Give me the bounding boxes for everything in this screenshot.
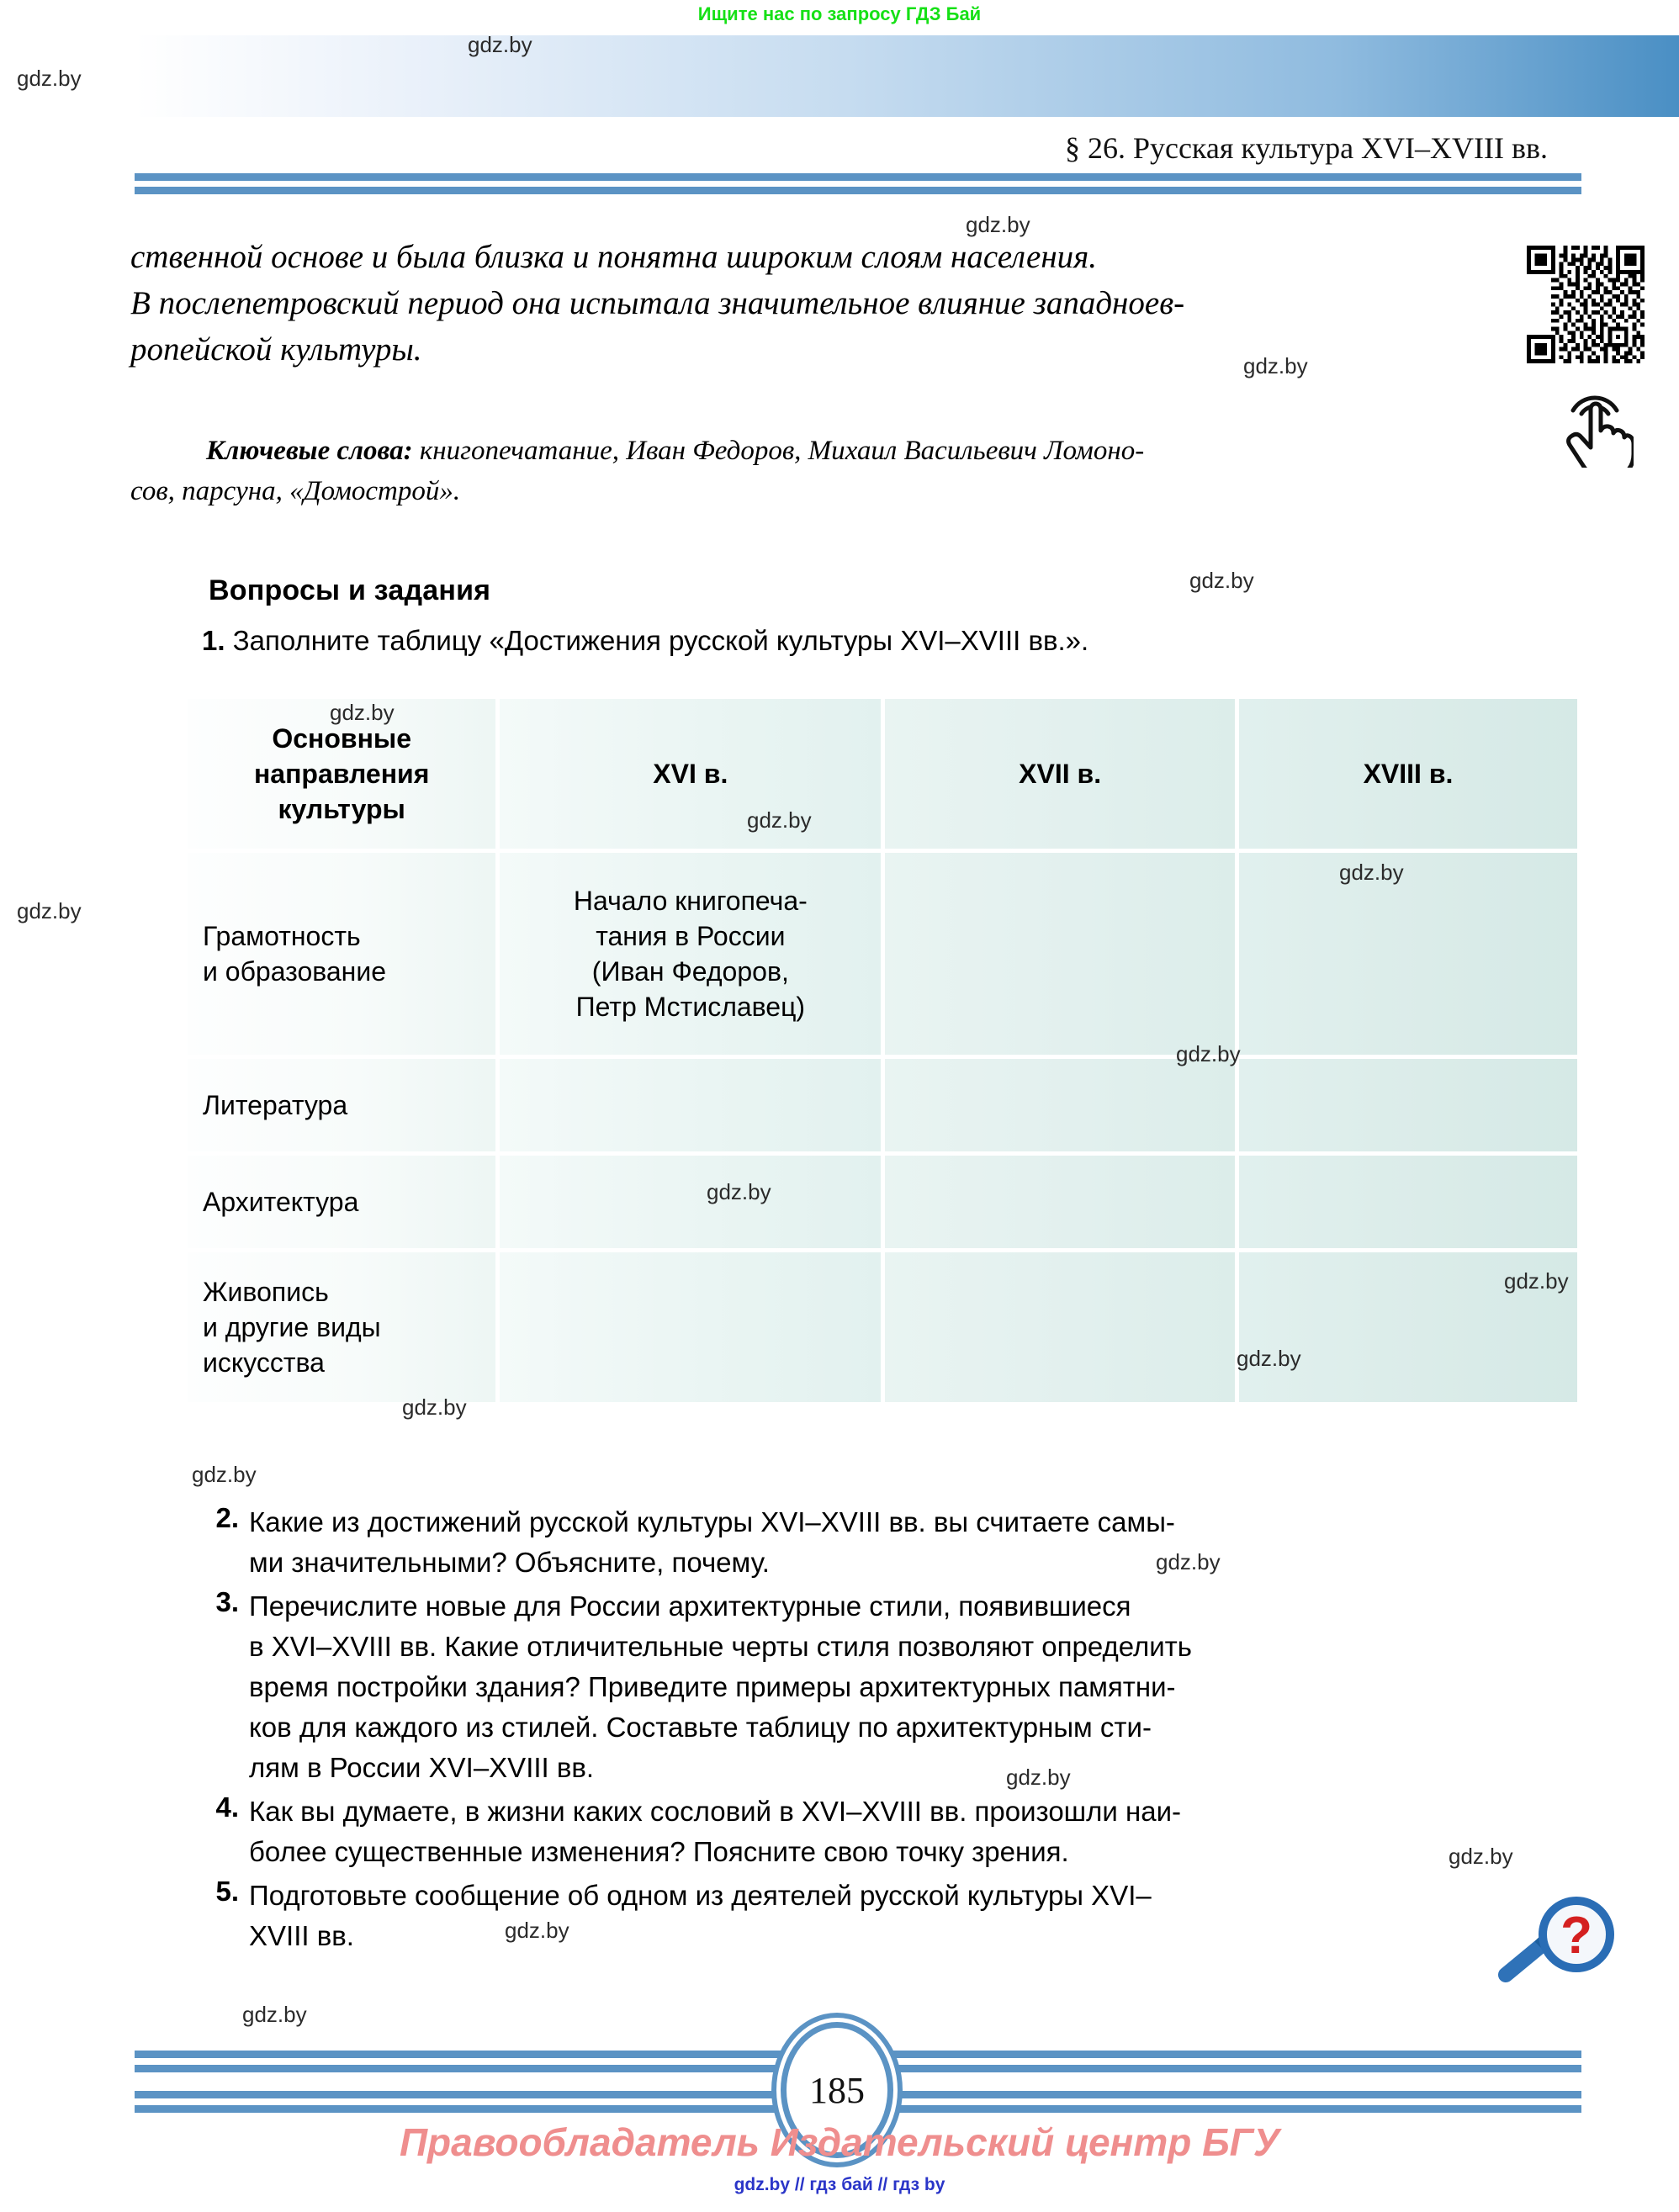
- tap-hand-icon: [1556, 367, 1634, 468]
- cell-literature-16c[interactable]: [500, 1059, 881, 1151]
- table-header-cell-17c: [885, 699, 1235, 849]
- question-1-text: Заполните таблицу «Достижения русской культуры XVI–XVIII вв.».: [232, 625, 1089, 656]
- gdz-watermark: gdz.by: [17, 898, 82, 923]
- svg-text:?: ?: [1560, 1907, 1592, 1965]
- question-1: [202, 625, 1548, 657]
- table-header-cell-16c: [500, 699, 881, 849]
- keywords-line-1: книгопечатание, Иван Федоров, Михаил Васильевич Ломоно-: [412, 436, 1145, 466]
- question-item: [202, 1791, 1548, 1872]
- gdz-watermark: gdz.by: [1156, 1549, 1221, 1574]
- cell-architecture-16c[interactable]: [500, 1156, 881, 1248]
- question-line: более существенные изменения? Поясните свою точку зрения.: [249, 1836, 1069, 1867]
- cell-painting-17c[interactable]: [885, 1252, 1235, 1402]
- cell-painting-18c[interactable]: [1239, 1252, 1577, 1402]
- question-line: ков для каждого из стилей. Составьте таблицу по архитектурным сти-: [249, 1712, 1152, 1743]
- row-label-line-1: Живопись: [203, 1277, 329, 1307]
- row-label-line-2: и образование: [203, 956, 387, 987]
- cell-line-3: (Иван Федоров,: [591, 956, 789, 987]
- table-row: [188, 1252, 1577, 1402]
- cell-architecture-18c[interactable]: [1239, 1156, 1577, 1248]
- question-line: лям в России XVI–XVIII вв.: [249, 1752, 595, 1783]
- question-item: [202, 1876, 1548, 1956]
- keywords-block: [130, 431, 1493, 511]
- keywords-label: Ключевые слова:: [206, 436, 413, 466]
- question-text: [249, 1876, 1548, 1956]
- lead-line-3: ропейской культуры.: [130, 331, 422, 368]
- lead-paragraph: [130, 234, 1493, 373]
- header-line-1: Основные: [272, 723, 412, 754]
- cell-line-1: Начало книгопеча-: [573, 886, 808, 916]
- cell-literature-17c[interactable]: [885, 1059, 1235, 1151]
- question-line: Как вы думаете, в жизни каких сословий в XVI–XVIII вв. произошли наи-: [249, 1796, 1181, 1827]
- gdz-watermark: gdz.by: [1339, 860, 1404, 885]
- row-label-line-1: Литература: [203, 1090, 348, 1120]
- page-number: 185: [809, 2069, 865, 2111]
- cell-architecture-17c[interactable]: [885, 1156, 1235, 1248]
- cell-literacy-18c[interactable]: [1239, 853, 1577, 1055]
- gdz-watermark: gdz.by: [505, 1918, 569, 1943]
- question-item: [202, 1502, 1548, 1583]
- question-line: XVIII вв.: [249, 1920, 354, 1951]
- cell-literature-18c[interactable]: [1239, 1059, 1577, 1151]
- decorative-header-band: [135, 35, 1679, 117]
- row-label-painting: [188, 1252, 495, 1402]
- running-head-title: § 26. Русская культура XVI–XVIII вв.: [1064, 131, 1548, 165]
- question-line: Перечислите новые для России архитектурные стили, появившиеся: [249, 1590, 1131, 1622]
- gdz-watermark: gdz.by: [242, 2002, 307, 2027]
- gdz-watermark: gdz.by: [17, 66, 82, 91]
- cell-line-2: тания в России: [596, 921, 786, 951]
- question-number: 3.: [215, 1586, 239, 1617]
- header-line-3: культуры: [278, 794, 405, 824]
- header-17c-label: XVII в.: [1019, 759, 1102, 789]
- gdz-watermark: gdz.by: [966, 212, 1030, 237]
- row-label-line-2: и другие виды: [203, 1312, 381, 1342]
- cell-line-4: Петр Мстиславец): [575, 992, 806, 1022]
- gdz-watermark: gdz.by: [1449, 1844, 1513, 1869]
- question-line: в XVI–XVIII вв. Какие отличительные черты стиля позволяют определить: [249, 1631, 1192, 1662]
- gdz-watermark: gdz.by: [402, 1394, 467, 1420]
- question-text: [249, 1502, 1548, 1583]
- cell-literacy-16c[interactable]: [500, 853, 881, 1055]
- promo-banner: Ищите нас по запросу ГДЗ Бай: [697, 3, 982, 24]
- question-line: Какие из достижений русской культуры XVI–XVIII вв. вы считаете самы-: [249, 1506, 1175, 1537]
- row-label-literature: [188, 1059, 495, 1151]
- question-line: Подготовьте сообщение об одном из деятелей русской культуры XVI–: [249, 1880, 1152, 1911]
- row-label-line-1: Архитектура: [203, 1187, 359, 1217]
- gdz-watermark: gdz.by: [1189, 568, 1254, 593]
- table-header-cell-18c: [1239, 699, 1577, 849]
- question-number: 4.: [215, 1791, 239, 1823]
- cell-literacy-17c[interactable]: [885, 853, 1235, 1055]
- question-item: [202, 1586, 1548, 1788]
- lead-line-2: В послепетровский период она испытала значительное влияние западноев-: [130, 285, 1185, 321]
- questions-list: [202, 1502, 1548, 1960]
- qr-code-icon[interactable]: [1527, 246, 1645, 363]
- gdz-watermark: gdz.by: [192, 1462, 257, 1487]
- gdz-watermark: gdz.by: [707, 1179, 771, 1204]
- question-line: ми значительными? Объясните, почему.: [249, 1547, 770, 1578]
- question-line: время постройки здания? Приведите примеры архитектурных памятни-: [249, 1671, 1176, 1702]
- question-text: [249, 1586, 1548, 1788]
- gdz-watermark: gdz.by: [1504, 1268, 1569, 1294]
- magnifier-question-icon: [1496, 1894, 1622, 1995]
- gdz-watermark: gdz.by: [1237, 1346, 1301, 1371]
- question-1-number: 1.: [202, 625, 225, 656]
- lead-line-1: ственной основе и была близка и понятна широким слоям населения.: [130, 239, 1098, 275]
- gdz-watermark: gdz.by: [1243, 353, 1308, 378]
- question-number: 5.: [215, 1876, 239, 1907]
- cell-painting-16c[interactable]: [500, 1252, 881, 1402]
- footer-links: gdz.by // гдз бай // гдз by: [734, 2175, 945, 2194]
- table-row: [188, 853, 1577, 1055]
- gdz-watermark: gdz.by: [330, 700, 395, 725]
- keywords-line-2: сов, парсуна, «Домострой».: [130, 476, 461, 506]
- gdz-watermark: gdz.by: [468, 32, 532, 57]
- question-number: 2.: [215, 1502, 239, 1533]
- header-18c-label: XVIII в.: [1363, 759, 1454, 789]
- header-16c-label: XVI в.: [653, 759, 728, 789]
- table-row: [188, 1156, 1577, 1248]
- gdz-watermark: gdz.by: [1176, 1041, 1241, 1066]
- row-label-line-1: Грамотность: [203, 921, 361, 951]
- row-label-literacy: [188, 853, 495, 1055]
- header-double-rule: [135, 173, 1581, 194]
- question-text: [249, 1791, 1548, 1872]
- table-header-row: [188, 699, 1577, 849]
- questions-heading: Вопросы и задания: [209, 574, 491, 606]
- header-line-2: направления: [253, 759, 430, 789]
- publisher-watermark: Правообладатель Издательский центр БГУ: [399, 2120, 1280, 2164]
- row-label-line-3: искусства: [203, 1347, 325, 1378]
- gdz-watermark: gdz.by: [1006, 1765, 1071, 1790]
- table-row: [188, 1059, 1577, 1151]
- gdz-watermark: gdz.by: [747, 807, 812, 833]
- row-label-architecture: [188, 1156, 495, 1248]
- achievements-table: [183, 695, 1581, 1406]
- table-header-cell-directions: [188, 699, 495, 849]
